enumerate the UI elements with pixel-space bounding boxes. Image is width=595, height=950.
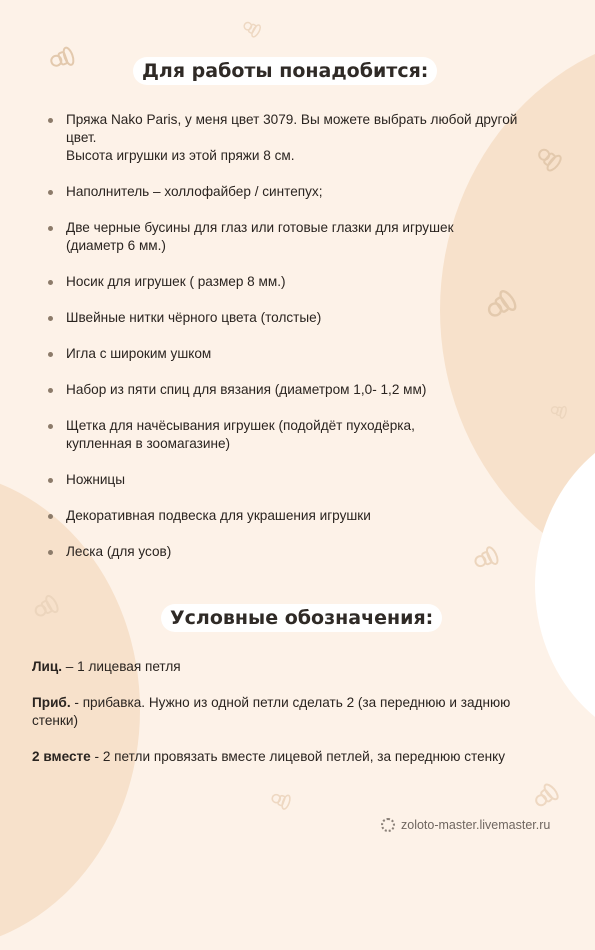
- section-title-legend: Условные обозначения:: [161, 604, 442, 632]
- bullet-dot: [48, 550, 53, 555]
- bullet-dot: [48, 352, 53, 357]
- list-item: Две черные бусины для глаз или готовые глазки для игрушек (диаметр 6 мм.): [48, 219, 548, 255]
- bullet-dot: [48, 280, 53, 285]
- legend-desc: – 1 лицевая петля: [62, 659, 181, 674]
- list-item: Швейные нитки чёрного цвета (толстые): [48, 309, 548, 327]
- bullet-dot: [48, 190, 53, 195]
- bullet-dot: [48, 388, 53, 393]
- footer-watermark: [381, 818, 550, 832]
- pacifier-icon: [524, 776, 566, 818]
- list-item: Наполнитель – холлофайбер / синтепух;: [48, 183, 548, 201]
- list-item: Ножницы: [48, 471, 548, 489]
- list-item: Леска (для усов): [48, 543, 548, 561]
- list-item: Пряжа Nako Paris, у меня цвет 3079. Вы можете выбрать любой другой цвет. Высота игрушки из этой пряжи 8 см.: [48, 111, 548, 165]
- legend-entry: [32, 748, 552, 766]
- list-item: Щетка для начёсывания игрушек (подойдёт пуходёрка, купленная в зоомагазине): [48, 417, 548, 453]
- list-item: Игла с широким ушком: [48, 345, 548, 363]
- bullet-dot: [48, 424, 53, 429]
- legend-desc: - прибавка. Нужно из одной петли сделать 2 (за переднюю и заднюю стенки): [32, 695, 511, 728]
- livemaster-gear-icon: [381, 818, 395, 832]
- pacifier-icon: [265, 785, 296, 816]
- legend-desc: - 2 петли провязать вместе лицевой петлей, за переднюю стенку: [90, 749, 506, 764]
- pacifier-icon: [236, 13, 266, 43]
- list-item: Носик для игрушек ( размер 8 мм.): [48, 273, 548, 291]
- list-item: Декоративная подвеска для украшения игрушки: [48, 507, 548, 525]
- bullet-dot: [48, 316, 53, 321]
- legend-term: Лиц.: [32, 659, 63, 674]
- legend-term: 2 вместе: [32, 749, 91, 764]
- legend-term: Приб.: [32, 695, 71, 710]
- bullet-dot: [48, 478, 53, 483]
- pacifier-icon: [42, 40, 80, 78]
- section-title-materials: Для работы понадобится:: [133, 57, 437, 85]
- legend-entry: [32, 694, 552, 730]
- materials-list: [48, 111, 548, 561]
- footer-url: zoloto-master.livemaster.ru: [401, 818, 551, 832]
- list-item: Набор из пяти спиц для вязания (диаметром 1,0- 1,2 мм): [48, 381, 548, 399]
- bullet-dot: [48, 514, 53, 519]
- bullet-dot: [48, 226, 53, 231]
- legend-entry: [32, 658, 552, 676]
- bullet-dot: [48, 118, 53, 123]
